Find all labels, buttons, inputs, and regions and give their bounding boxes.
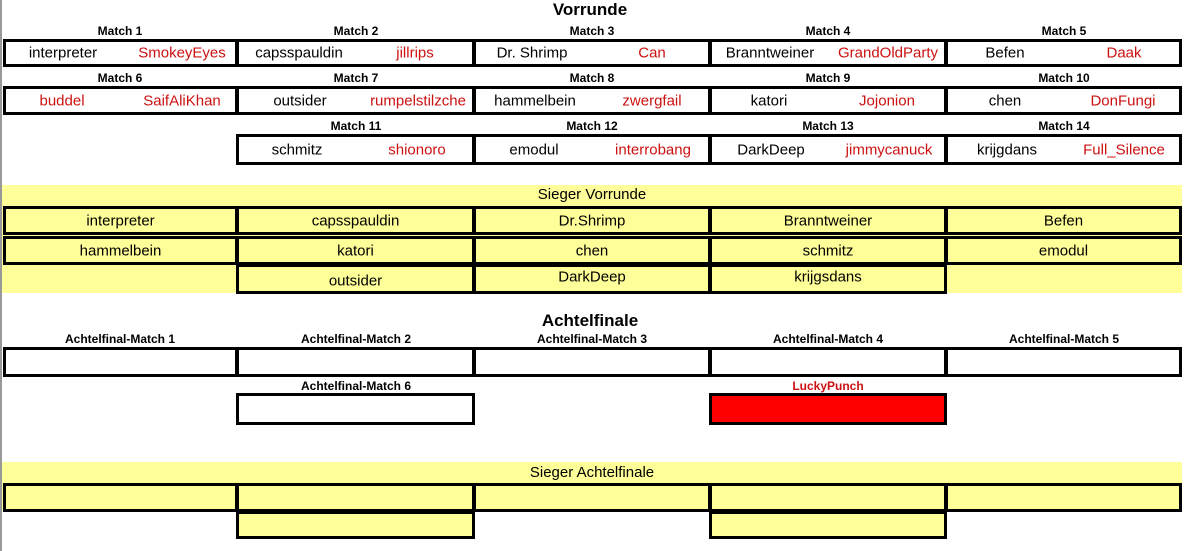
- sieger-vorrunde-title: Sieger Vorrunde: [537, 186, 647, 203]
- match-cell[interactable]: [236, 86, 475, 115]
- player-2: DonFungi: [1090, 92, 1156, 109]
- winner-cell[interactable]: [3, 236, 238, 265]
- winner-name: schmitz: [802, 242, 854, 259]
- winner-name: katori: [337, 242, 374, 259]
- player-2: SmokeyEyes: [138, 44, 226, 62]
- match-cell[interactable]: [709, 134, 947, 165]
- match-label: Match 4: [805, 24, 851, 38]
- player-1: outsider: [273, 92, 327, 109]
- match-label: Match 12: [566, 119, 618, 133]
- achtelfinal-match-label: Achtelfinal-Match 4: [772, 332, 883, 346]
- match-label: Match 9: [805, 71, 851, 85]
- achtelfinal-match-label: Achtelfinal-Match 1: [64, 332, 175, 346]
- player-1: DarkDeep: [737, 141, 805, 158]
- match-cell[interactable]: [709, 39, 947, 67]
- winner-name: capsspauldin: [311, 212, 400, 229]
- player-2: Full_Silence: [1083, 141, 1165, 158]
- achtelfinal-match-label: Achtelfinal-Match 5: [1008, 332, 1119, 346]
- player-2: rumpelstilzche: [370, 92, 466, 109]
- winner-name: Befen: [1043, 212, 1084, 229]
- lucky-punch-cell[interactable]: [709, 393, 947, 425]
- sieger-achtelfinale-title: Sieger Achtelfinale: [529, 464, 655, 481]
- match-cell[interactable]: [236, 134, 475, 165]
- winner-cell[interactable]: [236, 264, 475, 294]
- achtelfinale-winner-cell[interactable]: [3, 483, 238, 512]
- match-label: Match 2: [333, 24, 379, 38]
- player-1: schmitz: [271, 141, 323, 158]
- winner-name: Dr.Shrimp: [558, 212, 626, 229]
- achtelfinal-match-label: Achtelfinal-Match 6: [300, 379, 411, 393]
- match-cell[interactable]: [473, 86, 711, 115]
- winner-cell[interactable]: [473, 236, 711, 265]
- match-cell[interactable]: [945, 86, 1182, 115]
- player-1: capsspauldin: [255, 44, 343, 62]
- player-2: zwergfail: [622, 92, 682, 109]
- achtelfinale-winner-cell[interactable]: [709, 483, 947, 512]
- achtelfinal-match-cell[interactable]: [3, 347, 238, 377]
- match-label: Match 3: [569, 24, 615, 38]
- winner-name: krijgsdans: [794, 268, 862, 286]
- winner-name: hammelbein: [79, 242, 162, 259]
- winner-name: chen: [575, 242, 609, 259]
- achtelfinal-match-cell[interactable]: [945, 347, 1182, 377]
- player-2: jillrips: [396, 44, 434, 62]
- match-label: Match 11: [330, 119, 382, 133]
- match-label: Match 7: [333, 71, 379, 85]
- player-2: Daak: [1106, 44, 1142, 62]
- match-label: Match 10: [1038, 71, 1090, 85]
- player-2: Can: [638, 44, 666, 62]
- vorrunde-title: Vorrunde: [552, 0, 628, 19]
- winner-cell[interactable]: [709, 236, 947, 265]
- match-cell[interactable]: [3, 39, 238, 67]
- achtelfinale-winner-cell[interactable]: [236, 511, 475, 539]
- winner-cell[interactable]: [236, 206, 475, 235]
- player-1: emodul: [509, 141, 559, 158]
- player-1: krijgdans: [976, 141, 1038, 158]
- achtelfinal-match-cell[interactable]: [236, 393, 475, 425]
- match-label: Match 5: [1041, 24, 1087, 38]
- player-1: interpreter: [28, 44, 98, 62]
- player-1: Dr. Shrimp: [496, 44, 568, 62]
- winner-cell[interactable]: [473, 206, 711, 235]
- player-2: jimmycanuck: [845, 141, 933, 158]
- player-1: katori: [750, 92, 788, 109]
- player-2: SaifAliKhan: [143, 92, 221, 109]
- winner-cell[interactable]: [473, 264, 711, 294]
- winner-name: Branntweiner: [783, 212, 873, 229]
- achtelfinal-match-cell[interactable]: [709, 347, 947, 377]
- player-2: Jojonion: [859, 92, 915, 109]
- player-2: GrandOldParty: [837, 44, 939, 62]
- match-cell[interactable]: [236, 39, 475, 67]
- player-1: Branntweiner: [725, 44, 815, 62]
- player-2: shionoro: [388, 141, 446, 158]
- winner-cell[interactable]: [3, 206, 238, 235]
- match-cell[interactable]: [473, 134, 711, 165]
- lucky-punch-label: LuckyPunch: [792, 379, 864, 393]
- winner-name: interpreter: [86, 212, 155, 229]
- winner-cell[interactable]: [709, 206, 947, 235]
- match-label: Match 6: [97, 71, 143, 85]
- achtelfinale-title: Achtelfinale: [541, 311, 639, 330]
- achtelfinal-match-cell[interactable]: [473, 347, 711, 377]
- achtelfinale-winner-cell[interactable]: [236, 483, 475, 512]
- winner-name: outsider: [328, 272, 383, 290]
- match-cell[interactable]: [709, 86, 947, 115]
- player-1: buddel: [39, 92, 85, 109]
- match-label: Match 1: [97, 24, 143, 38]
- achtelfinal-match-label: Achtelfinal-Match 2: [300, 332, 411, 346]
- achtelfinale-winner-cell[interactable]: [473, 483, 711, 512]
- player-1: chen: [988, 92, 1022, 109]
- winner-cell[interactable]: [945, 206, 1182, 235]
- winner-name: emodul: [1038, 242, 1089, 259]
- achtelfinale-winner-cell[interactable]: [709, 511, 947, 539]
- player-1: hammelbein: [494, 92, 576, 109]
- player-2: interrobang: [615, 141, 691, 158]
- winner-cell[interactable]: [945, 236, 1182, 265]
- match-cell[interactable]: [945, 134, 1182, 165]
- match-label: Match 8: [569, 71, 615, 85]
- achtelfinal-match-cell[interactable]: [236, 347, 475, 377]
- achtelfinal-match-label: Achtelfinal-Match 3: [536, 332, 647, 346]
- match-label: Match 13: [802, 119, 854, 133]
- winner-cell[interactable]: [236, 236, 475, 265]
- achtelfinale-winner-cell[interactable]: [945, 483, 1182, 512]
- winner-cell[interactable]: [709, 264, 947, 294]
- match-label: Match 14: [1038, 119, 1090, 133]
- match-cell[interactable]: [473, 39, 711, 67]
- match-cell[interactable]: [945, 39, 1182, 67]
- winner-name: DarkDeep: [558, 268, 626, 286]
- match-cell[interactable]: [3, 86, 238, 115]
- player-1: Befen: [985, 44, 1025, 62]
